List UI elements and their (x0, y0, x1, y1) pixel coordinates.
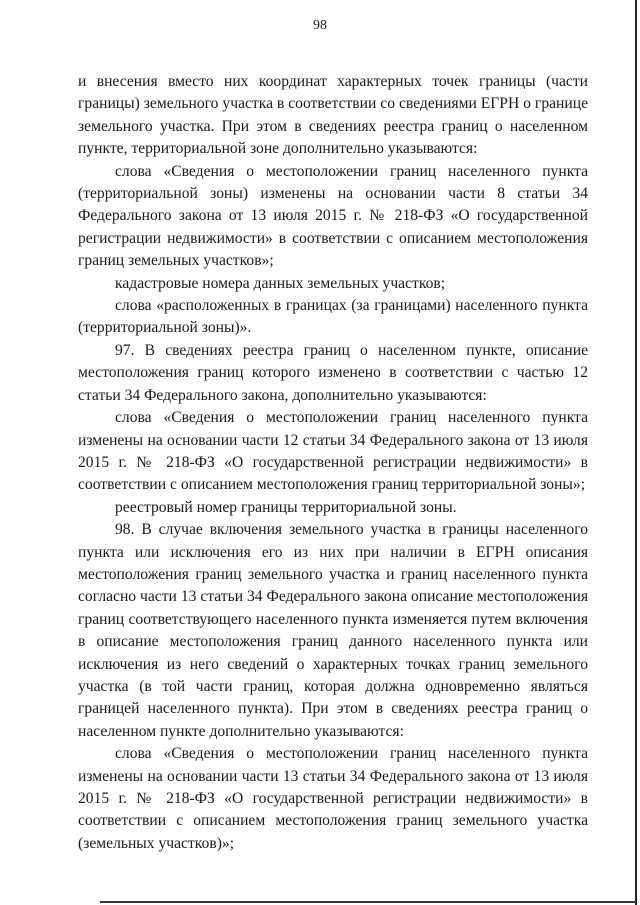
paragraph: 98. В случае включения земельного участка в границы населенного пункта или исключения его из них при наличии в ЕГРН описания местоположения границ земельного участка и границ населенного пункта согласно части 13 статьи 34 Федерального закона описание местоположения границ соответствующего населенного пункта изменяется путем включения в описание местоположения границ данного населенного пункта или исключения из него сведений о характерных точках границ земельного участка (в той части границ, которая должна одновременно являться границей населенного пункта). При этом в сведениях реестра границ о населенном пункте дополнительно указываются: (78, 521, 588, 740)
paragraph: слова «Сведения о местоположении границ населенного пункта изменены на основании части 13 статьи 34 Федерального закона от 13 июля 2015 г. № 218-ФЗ «О государственной регистрации недвижимости» в соответствии с описанием местоположения границ земельного участка (земельных участков)»; (78, 745, 588, 852)
page-number: 98 (313, 18, 327, 33)
scan-edge-right (635, 0, 637, 905)
paragraph: слова «Сведения о местоположении границ населенного пункта изменены на основании части 12 статьи 34 Федерального закона от 13 июля 2015 г. № 218-ФЗ «О государственной регистрации недвижимости» в соответствии с описанием местоположения границ территориальной зоны»; (78, 409, 588, 494)
paragraph: слова «расположенных в границах (за границами) населенного пункта (территориальной зоны)». (78, 297, 588, 337)
scan-edge-bottom (100, 901, 636, 903)
paragraph: кадастровые номера данных земельных участков; (115, 274, 446, 292)
document-body (78, 71, 588, 855)
paragraph: 97. В сведениях реестра границ о населенном пункте, описание местоположения границ которого изменено в соответствии с частью 12 статьи 34 Федерального закона, дополнительно указываются: (78, 341, 588, 404)
paragraph: слова «Сведения о местоположении границ населенного пункта (территориальной зоны) изменены на основании части 8 статьи 34 Федерального закона от 13 июля 2015 г. № 218-ФЗ «О государственной регистрации недвижимости» в соответствии с описанием местоположения границ земельных участков»; (78, 162, 588, 270)
paragraph: и внесения вместо них координат характерных точек границы (части границы) земельного участка в соответствии со сведениями ЕГРН о границе земельного участка. При этом в сведениях реестра границ о населенном пункте, территориальной зоне дополнительно указываются: (78, 73, 588, 158)
paragraph: реестровый номер границы территориальной зоны. (115, 498, 457, 516)
